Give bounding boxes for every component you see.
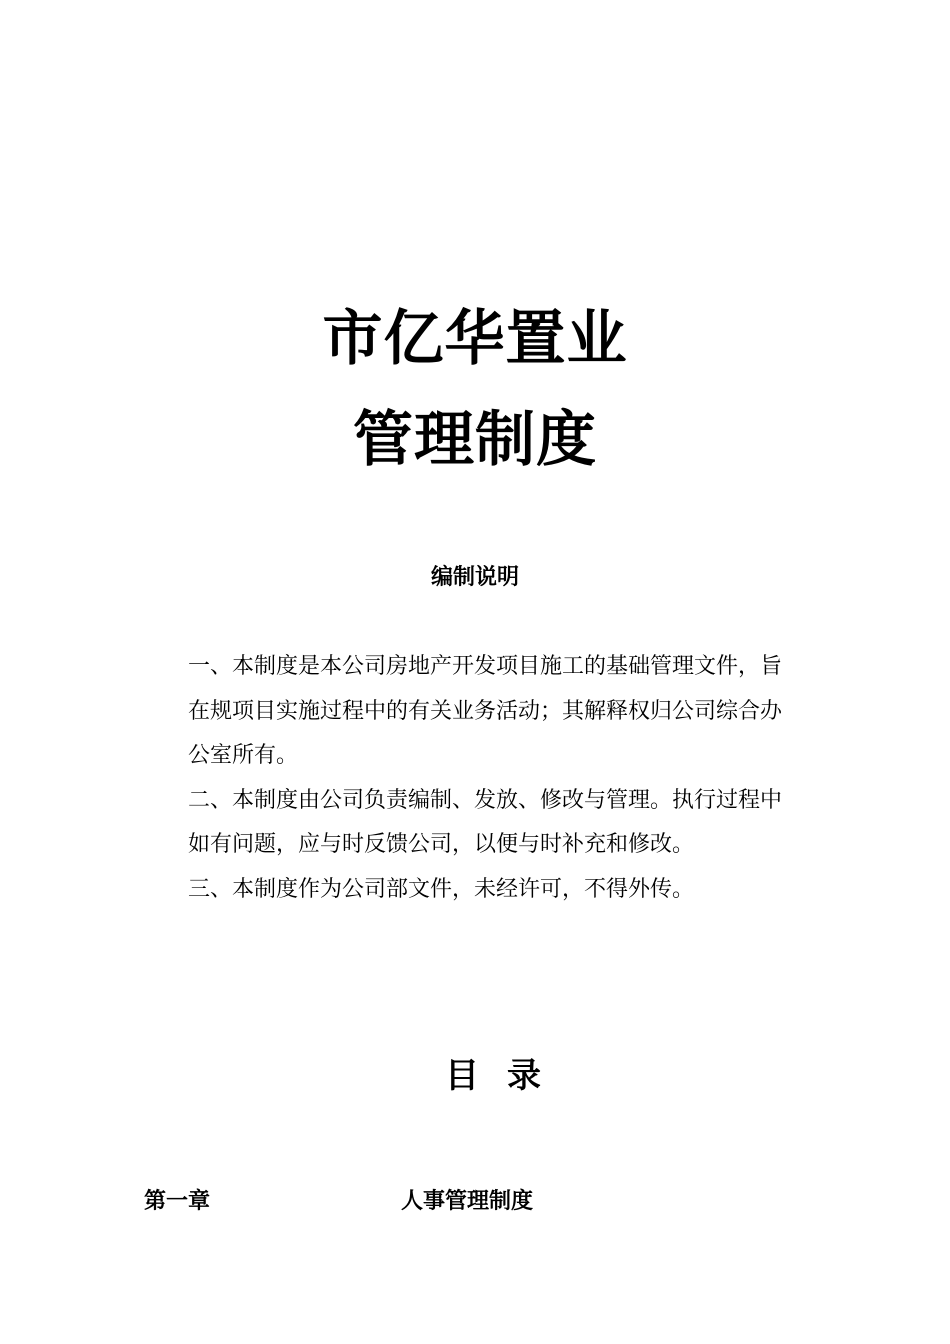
preface-line: 一、本制度是本公司房地产开发项目施工的基础管理文件，旨 — [188, 654, 783, 679]
toc-chapter-number: 第一章 — [144, 1189, 211, 1214]
preface-notes — [188, 645, 798, 912]
preface-line: 三、本制度作为公司部文件，未经许可，不得外传。 — [188, 876, 695, 902]
document-title-line-1: 市亿华置业 — [322, 304, 628, 374]
preface-line: 二、本制度由公司负责编制、发放、修改与管理。执行过程中 — [188, 787, 783, 813]
preface-line: 在规项目实施过程中的有关业务活动；其解释权归公司综合办 — [188, 698, 783, 724]
document-title-line-2: 管理制度 — [353, 405, 597, 475]
preface-line: 如有问题，应与时反馈公司，以便与时补充和修改。 — [188, 832, 695, 857]
preface-line: 公室所有。 — [188, 743, 299, 768]
preface-heading: 编制说明 — [430, 565, 519, 590]
toc-entry[interactable] — [0, 1186, 950, 1218]
toc-chapter-title: 人事管理制度 — [401, 1189, 534, 1214]
toc-heading: 目录 — [445, 1056, 569, 1096]
